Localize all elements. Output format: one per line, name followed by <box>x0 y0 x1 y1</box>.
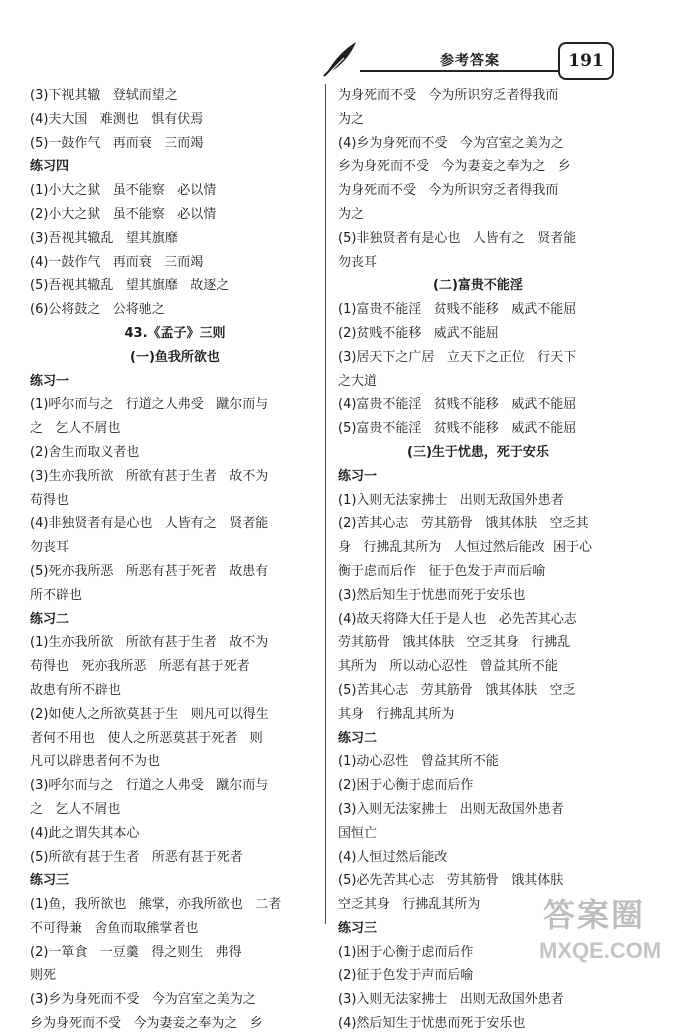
answer-line: 勿丧耳 <box>338 254 378 270</box>
watermark-logo <box>535 890 675 976</box>
answer-line: 凡可以辟患者何不为也 <box>30 754 161 770</box>
answer-line: 乡为身死而不受 今为妻妾之奉为之 乡 <box>338 159 571 175</box>
section-title: 43.《孟子》三则 <box>124 325 226 341</box>
answer-line: (1)富贵不能淫 贫贱不能移 威武不能屈 <box>338 302 577 318</box>
answer-line: (4)夫大国 难测也 惧有伏焉 <box>30 111 204 127</box>
exercise-heading: 练习二 <box>338 730 378 746</box>
answer-line: (2)舍生而取义者也 <box>30 444 140 460</box>
answer-line: 之 乞人不屑也 <box>30 801 121 817</box>
answer-line: (5)非独贤者有是心也 人皆有之 贤者能 <box>338 230 577 246</box>
answer-line: 之 乞人不屑也 <box>30 421 121 437</box>
answer-line: (4)此之谓失其本心 <box>30 825 140 841</box>
answer-line: 劳其筋骨 饿其体肤 空乏其身 行拂乱 <box>338 635 571 651</box>
left-column <box>30 84 320 1036</box>
answer-line: 国恒亡 <box>338 825 378 841</box>
answer-line: (2)征于色发于声而后喻 <box>338 968 474 984</box>
answer-line: (3)下视其辙 登轼而望之 <box>30 88 178 103</box>
answer-line: (3)生亦我所欲 所欲有甚于生者 故不为 <box>30 468 269 484</box>
answer-line: (1)小大之狱 虽不能察 必以情 <box>30 183 217 199</box>
answer-line: 勿丧耳 <box>30 540 70 556</box>
answer-line: 则死 <box>30 968 57 984</box>
answer-line: (3)吾视其辙乱 望其旗靡 <box>30 230 178 246</box>
exercise-heading: 练习三 <box>30 873 70 889</box>
answer-line: (4)非独贤者有是心也 人皆有之 贤者能 <box>30 516 269 532</box>
section-title: (一)鱼我所欲也 <box>130 349 220 365</box>
answer-line: 其所为 所以动心忍性 曾益其所不能 <box>338 659 558 675</box>
answer-line: 乡为身死而不受 今为妻妾之奉为之 乡 <box>30 1016 263 1032</box>
answer-line: (6)公将鼓之 公将驰之 <box>30 302 165 318</box>
answer-line: 苟得也 死亦我所恶 所恶有甚于死者 <box>30 659 250 675</box>
answer-line: 其身 行拂乱其所为 <box>338 706 455 722</box>
answer-line: (3)呼尔而与之 行道之人弗受 蹴尔而与 <box>30 778 269 794</box>
answer-line: 衡于虑而后作 征于色发于声而后喻 <box>338 563 546 579</box>
answer-line: (1)入则无法家拂士 出则无敌国外患者 <box>338 492 564 508</box>
watermark-text: 答案圈 <box>543 896 646 934</box>
answer-line: 为之 <box>338 111 365 127</box>
answer-line: (1)鱼，我所欲也 熊掌，亦我所欲也 二者 <box>30 897 282 913</box>
answer-line: (5)死亦我所恶 所恶有甚于死者 故患有 <box>30 563 269 579</box>
answer-line: 苟得也 <box>30 492 70 508</box>
answer-line: (2)苦其心志 劳其筋骨 饿其体肤 空乏其 <box>338 516 589 532</box>
answer-line: (5)所欲有甚于生者 所恶有甚于死者 <box>30 849 243 865</box>
answer-line: (2)困于心衡于虑而后作 <box>338 778 474 794</box>
exercise-heading: 练习一 <box>30 373 70 389</box>
answer-line: (2)如使人之所欲莫甚于生 则凡可以得生 <box>30 706 269 722</box>
answer-line: (3)乡为身死而不受 今为宫室之美为之 <box>30 992 256 1008</box>
answer-line: (3)入则无法家拂士 出则无敌国外患者 <box>338 992 564 1008</box>
answer-line: (5)一鼓作气 再而衰 三而竭 <box>30 135 204 151</box>
answer-line: 故患有所不辟也 <box>30 682 122 698</box>
answer-line: (3)然后知生于忧患而死于安乐也 <box>338 587 526 603</box>
quill-pen-icon <box>322 38 362 78</box>
header-rule <box>360 70 570 72</box>
exercise-heading: 练习三 <box>338 920 378 936</box>
exercise-heading: 练习四 <box>30 159 70 175</box>
section-title: (二)富贵不能淫 <box>433 278 523 294</box>
exercise-heading: 练习一 <box>338 468 378 484</box>
answer-line: (5)吾视其辙乱 望其旗靡 故逐之 <box>30 278 230 294</box>
answer-line: (5)必先苦其心志 劳其筋骨 饿其体肤 <box>338 873 564 889</box>
answer-line: 所不辟也 <box>30 587 83 603</box>
answer-line: (4)一鼓作气 再而衰 三而竭 <box>30 254 204 270</box>
answer-line: (1)动心忍性 曾益其所不能 <box>338 754 499 770</box>
answer-line: 为之 <box>338 206 365 222</box>
column-divider <box>325 84 326 924</box>
answer-line: (4)故天将降大任于是人也 必先苦其心志 <box>338 611 577 627</box>
answer-line: 空乏其身 行拂乱其所为 <box>338 897 481 913</box>
answer-line: (2)一箪食 一豆羹 得之则生 弗得 <box>30 944 242 960</box>
answer-line: (4)乡为身死而不受 今为宫室之美为之 <box>338 135 564 151</box>
answer-line: 不可得兼 舍鱼而取熊掌者也 <box>30 920 199 936</box>
answer-line: (1)呼尔而与之 行道之人弗受 蹴尔而与 <box>30 397 269 413</box>
answer-line: (2)贫贱不能移 威武不能屈 <box>338 325 499 341</box>
answer-line: (1)困于心衡于虑而后作 <box>338 944 474 960</box>
exercise-heading: 练习二 <box>30 611 70 627</box>
answer-line: 者何不用也 使人之所恶莫甚于死者 则 <box>30 730 263 746</box>
answer-line: 身 行拂乱其所为 人恒过然后能改 困于心 <box>338 540 593 556</box>
answer-line: (2)小大之狱 虽不能察 必以情 <box>30 206 217 222</box>
answer-line: (3)入则无法家拂士 出则无敌国外患者 <box>338 801 564 817</box>
answer-line: (5)苦其心志 劳其筋骨 饿其体肤 空乏 <box>338 682 576 698</box>
page-number: 191 <box>558 42 614 80</box>
answer-line: 为身死而不受 今为所识穷乏者得我而 <box>338 88 559 103</box>
watermark-url: MXQE.COM <box>539 938 662 963</box>
answer-line: (4)人恒过然后能改 <box>338 849 448 865</box>
answer-line: (5)富贵不能淫 贫贱不能移 威武不能屈 <box>338 421 577 437</box>
answer-line: 之大道 <box>338 373 378 389</box>
section-title: (三)生于忧患，死于安乐 <box>407 444 549 460</box>
answer-line: (4)富贵不能淫 贫贱不能移 威武不能屈 <box>338 397 577 413</box>
answer-line: (1)生亦我所欲 所欲有甚于生者 故不为 <box>30 635 269 651</box>
header-title: 参考答案 <box>440 53 500 69</box>
answer-line: (3)居天下之广居 立天下之正位 行天下 <box>338 349 577 365</box>
page-header <box>0 0 675 80</box>
answer-line: (4)然后知生于忧患而死于安乐也 <box>338 1016 526 1032</box>
answer-line: 为身死而不受 今为所识穷乏者得我而 <box>338 183 559 199</box>
